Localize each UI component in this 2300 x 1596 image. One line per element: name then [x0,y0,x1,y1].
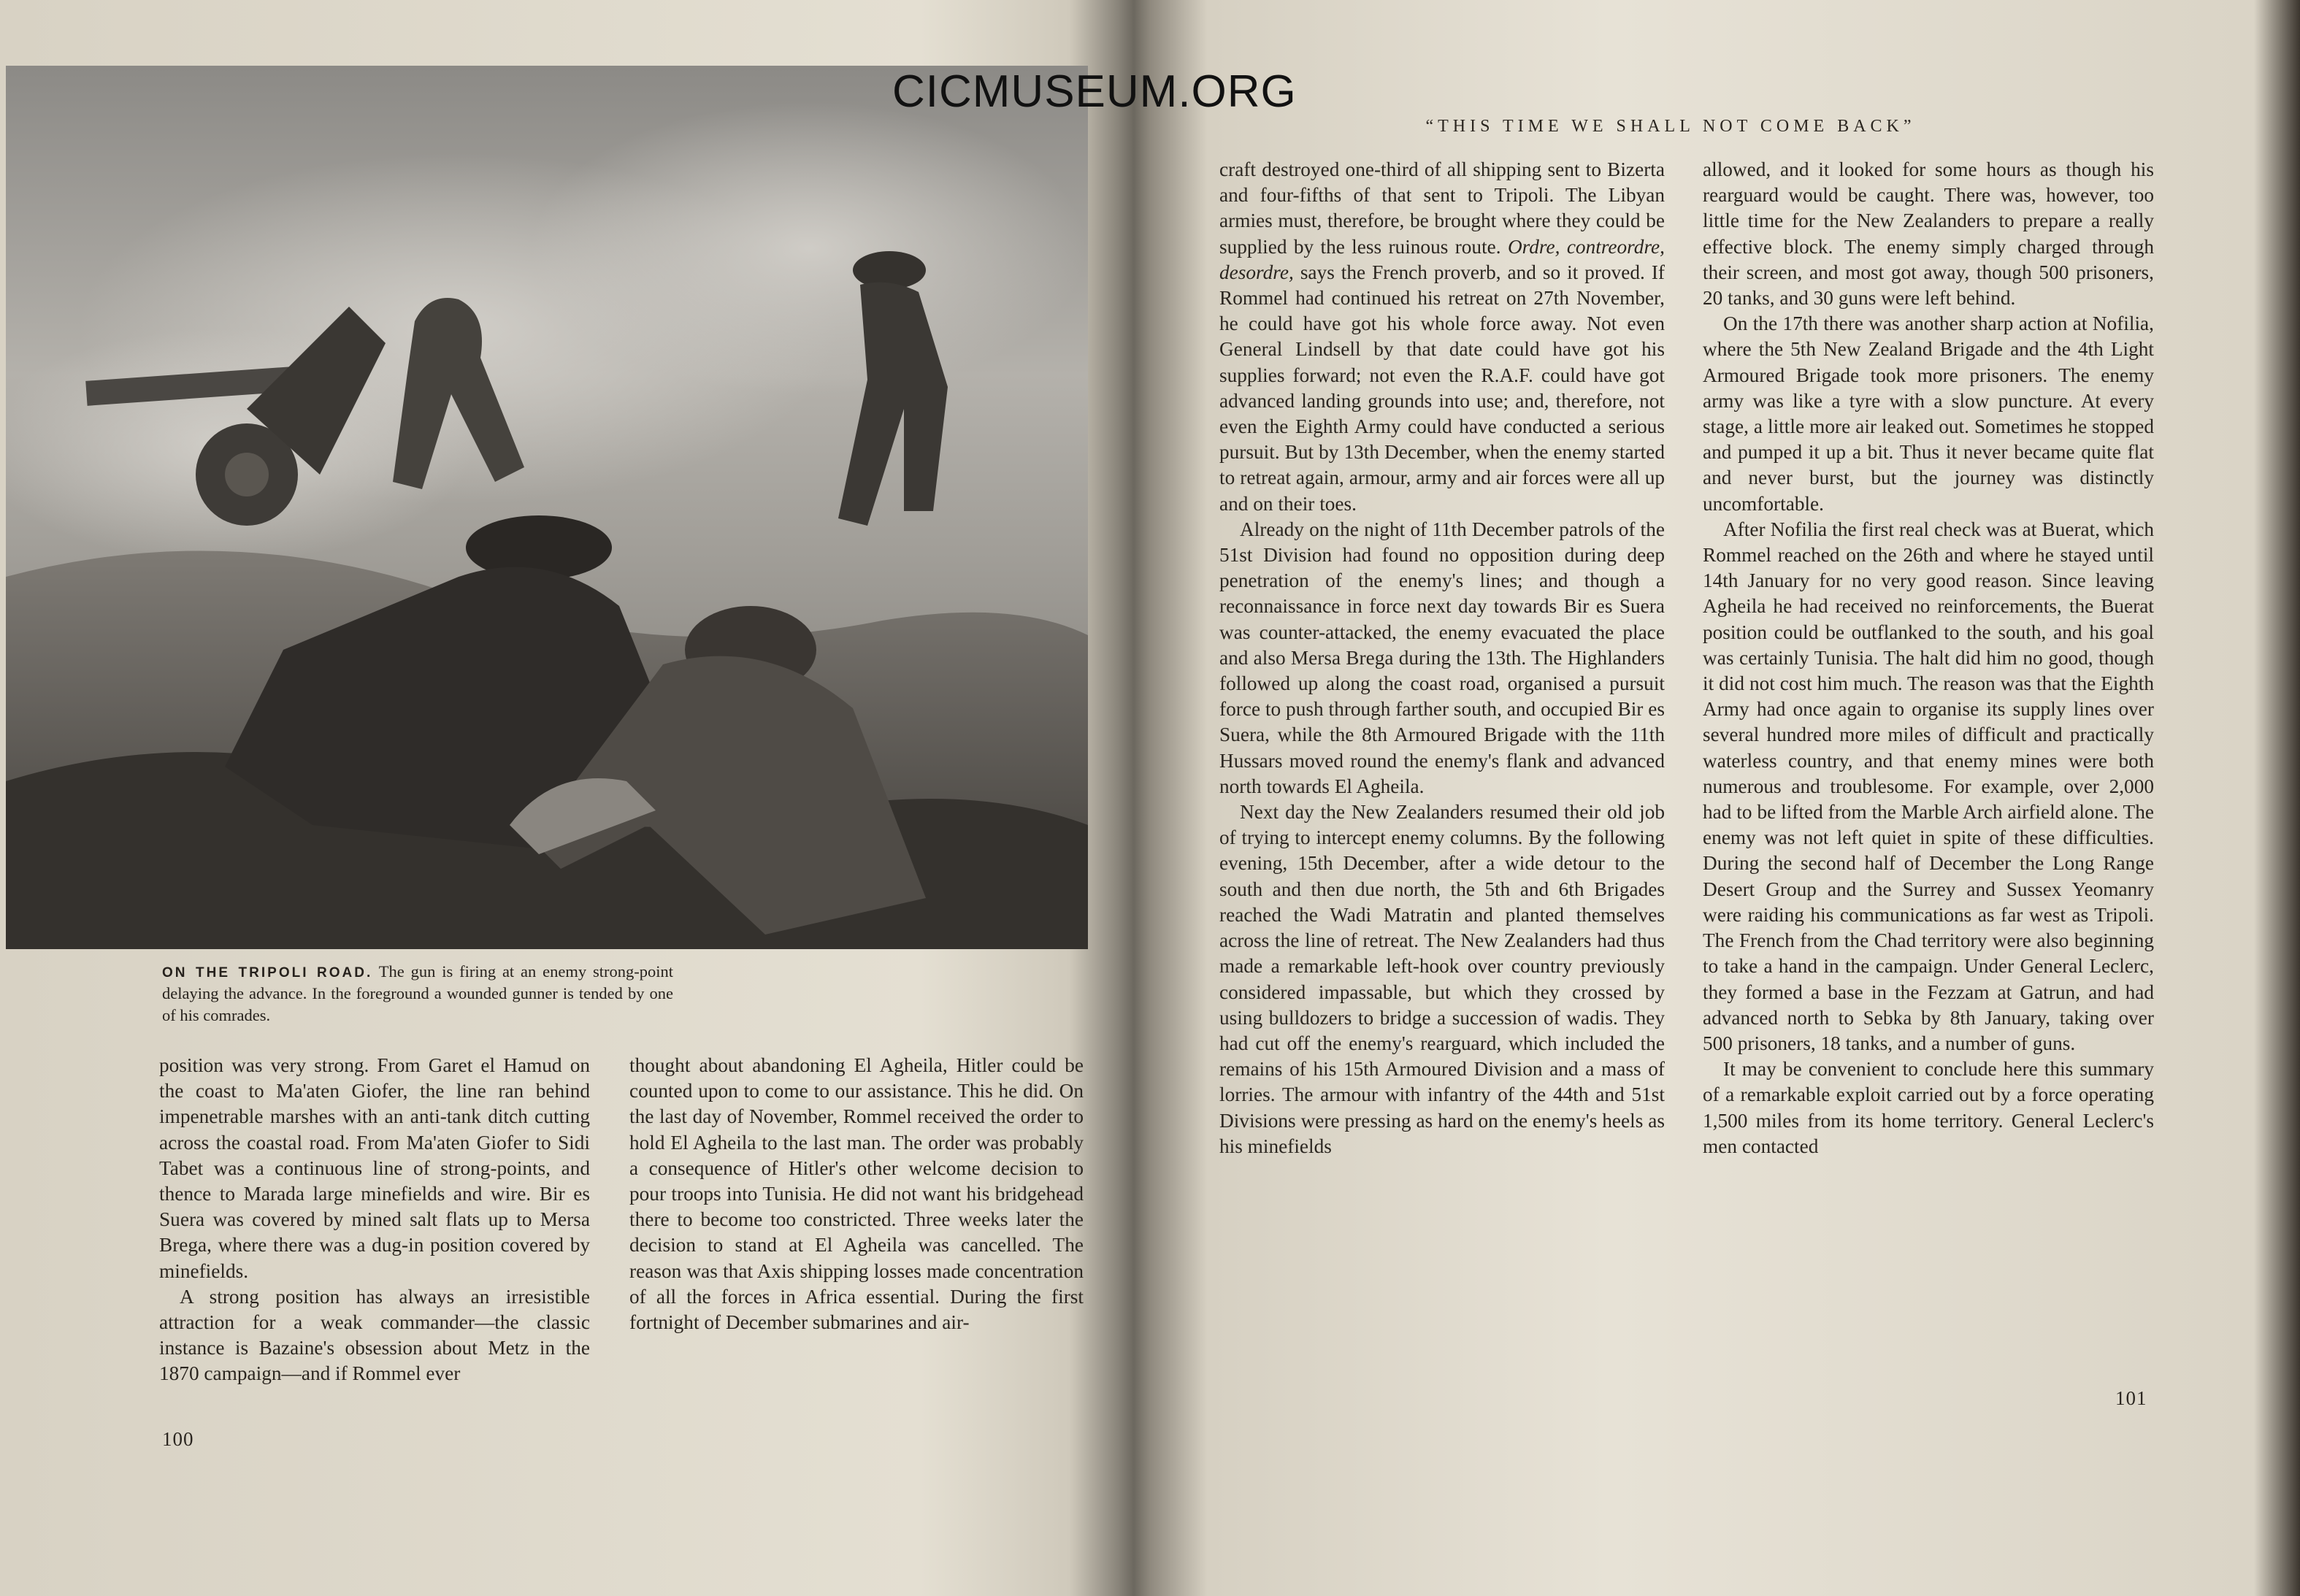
left-column-1 [159,1053,590,1387]
caption-head: ON THE TRIPOLI ROAD. [162,965,373,981]
left-column-2 [629,1053,1084,1335]
watermark: CICMUSEUM.ORG [892,66,1297,117]
paragraph: allowed, and it looked for some hours as though his rearguard would be caught. There was, however, too little time for the New Zealanders to prepare a really effective block. The enemy simply charged through their screen, and most got away, though 500 prisoners, 20 tanks, and 30 guns were left behind. [1703,158,2154,310]
text-run: craft destroyed one-third of all shipping sent to Bizerta and four-fifths of that sent to Tripoli. The Libyan armies must, therefore, be brought where they could be supplied by the less ruinous route. [1219,158,1665,258]
french-proverb: Ordre, contreordre, desordre, [1219,235,1665,283]
right-page [1150,29,2267,1584]
page-number-right: 101 [2115,1387,2147,1409]
paragraph: A strong position has always an irresistible attraction for a weak commander—the classic instance is Bazaine's obsession about Metz in the 1870 campaign—and if Rommel ever [159,1285,590,1385]
page-number-left: 100 [162,1428,194,1450]
left-page [0,44,1124,1584]
paragraph: After Nofilia the first real check was at Buerat, which Rommel reached on the 26th and where he stayed until 14th January for no very good reason. Since leaving Agheila he had received no reinforcements, the Buerat position could be outflanked to the south, and his goal was certainly Tunisia. The halt did him no good, though it did not cost him much. The reason was that the Eighth Army had once again to organise its supply lines over several hundred more miles of difficult and practically waterless country, and that enemy mines were both numerous and troublesome. For example, over 2,000 had to be lifted from the Marble Arch airfield alone. The enemy was not left quiet in spite of these difficulties. During the second half of December the Long Range Desert Group and the Surrey and Sussex Yeomanry were raiding his communications as far west as Tripoli. The French from the Chad territory were also beginning to take a hand in the campaign. Under General Leclerc, they formed a base in the Fezzam at Gatrun, and had advanced north to Sebka by 8th January, taking over 500 prisoners, 18 tanks, and a number of guns. [1703,518,2154,1054]
paragraph: thought about abandoning El Agheila, Hitler could be counted upon to come to our assistance. This he did. On the last day of November, Rommel received the order to hold El Agheila to the last man. The order was probably a consequence of Hitler's other welcome decision to pour troops into Tunisia. He did not want his bridgehead there to become too constricted. Three weeks later the decision to stand at El Agheila was cancelled. The reason was that Axis shipping losses made concentration of all the forces in Africa essential. During the first fortnight of December submarines and air- [629,1054,1084,1334]
paragraph: It may be convenient to conclude here this summary of a remarkable exploit carried out by a force operating 1,500 miles from its home territory. General Leclerc's men contacted [1703,1058,2154,1157]
right-column-2 [1703,157,2154,1159]
right-column-1 [1219,157,1665,1159]
paragraph: position was very strong. From Garet el Hamud on the coast to Ma'aten Giofer, the line ran behind impenetrable marshes with an anti-tank ditch cutting across the coastal road. From Ma'aten Giofer to Sidi Tabet was a continuous line of strong-points, and thence to Marada large minefields and wire. Bir es Suera was covered by mined salt flats up to Mersa Brega, where there was a dug-in position covered by minefields. [159,1054,590,1282]
running-head: “THIS TIME WE SHALL NOT COME BACK” [1425,117,1916,136]
soldiers-in-desert-photo-icon [6,66,1088,949]
photo-caption [162,961,673,1027]
paragraph [1219,157,1665,517]
caption-body: The gun is firing at an enemy strong-point delaying the advance. In the foreground a wounded gunner is tended by one of his comrades. [162,962,674,1024]
text-run: says the French proverb, and so it proved. If Rommel had continued his retreat on 27th November, he could have got his whole force away. Not even General Lindsell by that date could have got his supplies forward; not even the R.A.F. could have got advanced landing grounds into use; and, therefore, not even the Eighth Army could have conducted a serious pursuit. But by 13th December, when the enemy started to retreat again, armour, army and air forces were all up and on their toes. [1219,261,1665,515]
paragraph: Already on the night of 11th December patrols of the 51st Division had found no opposition during deep penetration of the enemy's lines; and though a reconnaissance in force next day towards Bir es Suera was counter-attacked, the enemy evacuated the place and also Mersa Brega during the 13th. The Highlanders followed up along the coast road, organised a pursuit force to push through farther south, and occupied Bir es Suera, while the 8th Armoured Brigade with the 11th Hussars moved round the enemy's flank and advanced north towards El Agheila. [1219,518,1665,797]
paragraph: Next day the New Zealanders resumed their old job of trying to intercept enemy columns. By the following evening, 15th December, after a wide detour to the south and then due north, the 5th and 6th Brigades reached the Wadi Matratin and planted themselves across the line of retreat. The New Zealanders had thus made a remarkable left-hook over country previously considered impassable, but which they crossed by using bulldozers to bridge a succession of wadis. They had cut off the enemy's rearguard, which included the remains of his 15th Armoured Division and a mass of lorries. The armour with infantry of the 44th and 51st Divisions were pressing as hard on the enemy's heels as his minefields [1219,801,1665,1157]
paragraph: On the 17th there was another sharp action at Nofilia, where the 5th New Zealand Brigade and the 4th Light Armoured Brigade took more prisoners. The enemy army was like a tyre with a slow puncture. At every stage, a little more air leaked out. Sometimes he stopped and pumped it up a bit. Thus it never became quite flat and never burst, but the journey was distinctly uncomfortable. [1703,312,2154,515]
